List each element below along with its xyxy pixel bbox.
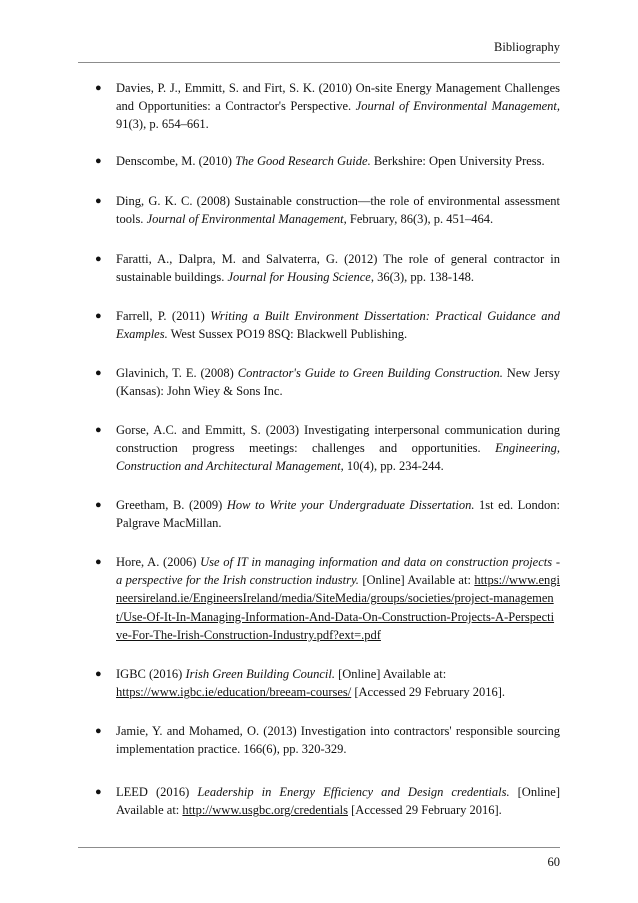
bullet: ●: [95, 310, 102, 322]
bibliography-entry: ● Glavinich, T. E. (2008) Contractor's Guide to Green Building Construction. New Jersy (Kansas): John Wiey & Sons Inc.: [95, 366, 560, 399]
bibliography-entry: ● Faratti, A., Dalpra, M. and Salvaterra, G. (2012) The role of general contractor in sustainable buildings. Journal for Housing Science, 36(3), pp. 138-148.: [95, 252, 560, 285]
bibliography-entry: ● Gorse, A.C. and Emmitt, S. (2003) Investigating interpersonal communication during construction progress meetings: challenges and opportunities. Engineering, Construction and Architectural Management, 10(4), pp. 234-244.: [95, 423, 560, 474]
bibliography-entry: ● IGBC (2016) Irish Green Building Council. [Online] Available at: https://www.igbc.ie/education/breeam-courses/ [Accessed 29 February 2016].: [95, 667, 506, 700]
bibliography-entry: ● Davies, P. J., Emmitt, S. and Firt, S. K. (2010) On-site Energy Management Challenges and Opportunities: a Contractor's Perspective. Journal of Environmental Management, 91(3), p. 654–661.: [95, 81, 560, 132]
bullet: ●: [95, 82, 102, 94]
igbc-url-link[interactable]: https://www.igbc.ie/education/breeam-courses/: [116, 685, 352, 700]
bibliography-entry: ● Hore, A. (2006) Use of IT in managing information and data on construction projects - a perspective for the Irish construction industry. [Online] Available at: https://www.engineersireland.ie/EngineersIreland/media/SiteMedia/groups/societies/project-management/Use-Of-It-In-Managing-Information-And-Data-On-Construction-Projects-A-Perspective-For-The-Irish-Construction-Industry.pdf?ext=.pdf: [95, 555, 560, 642]
footer-rule: [78, 847, 560, 848]
bibliography-entry: ● Jamie, Y. and Mohamed, O. (2013) Investigation into contractors' responsible sourcing implementation practice. 166(6), pp. 320-329.: [95, 724, 560, 757]
hore-url-link[interactable]: https://www.engineersireland.ie/EngineersIreland/media/SiteMedia/groups/societies/project-management/Use-Of-It-In-Managing-Information-And-Data-On-Construction-Projects-A-Perspective-For-The-Irish-Construction-Industry.pdf?ext=.pdf: [116, 573, 560, 642]
bibliography-entry: ● Ding, G. K. C. (2008) Sustainable construction—the role of environmental assessment tools. Journal of Environmental Management, February, 86(3), p. 451–464.: [95, 194, 560, 227]
bullet: ●: [95, 195, 102, 207]
bullet: ●: [95, 786, 102, 798]
bibliography-entry: ● LEED (2016) Leadership in Energy Efficiency and Design credentials. [Online] Available at: http://www.usgbc.org/credentials [Accessed 29 February 2016].: [95, 785, 560, 818]
header-rule: [78, 62, 560, 63]
bullet: ●: [95, 253, 102, 265]
page-number: 60: [547, 855, 560, 869]
running-header: Bibliography: [494, 40, 560, 54]
bullet: ●: [95, 155, 102, 167]
bibliography-entry: ● Denscombe, M. (2010) The Good Research Guide. Berkshire: Open University Press.: [116, 152, 560, 170]
bibliography-entry: ● Greetham, B. (2009) How to Write your Undergraduate Dissertation. 1st ed. London: Palgrave MacMillan.: [95, 498, 560, 531]
bibliography-entry: ● Farrell, P. (2011) Writing a Built Environment Dissertation: Practical Guidance and Examples. West Sussex PO19 8SQ: Blackwell Publishing.: [95, 309, 561, 342]
bullet: ●: [95, 499, 102, 511]
bullet: ●: [95, 725, 102, 737]
bullet: ●: [95, 668, 102, 680]
bullet: ●: [95, 367, 102, 379]
leed-url-link[interactable]: http://www.usgbc.org/credentials: [182, 803, 349, 818]
bullet: ●: [95, 556, 102, 568]
bullet: ●: [95, 424, 102, 436]
